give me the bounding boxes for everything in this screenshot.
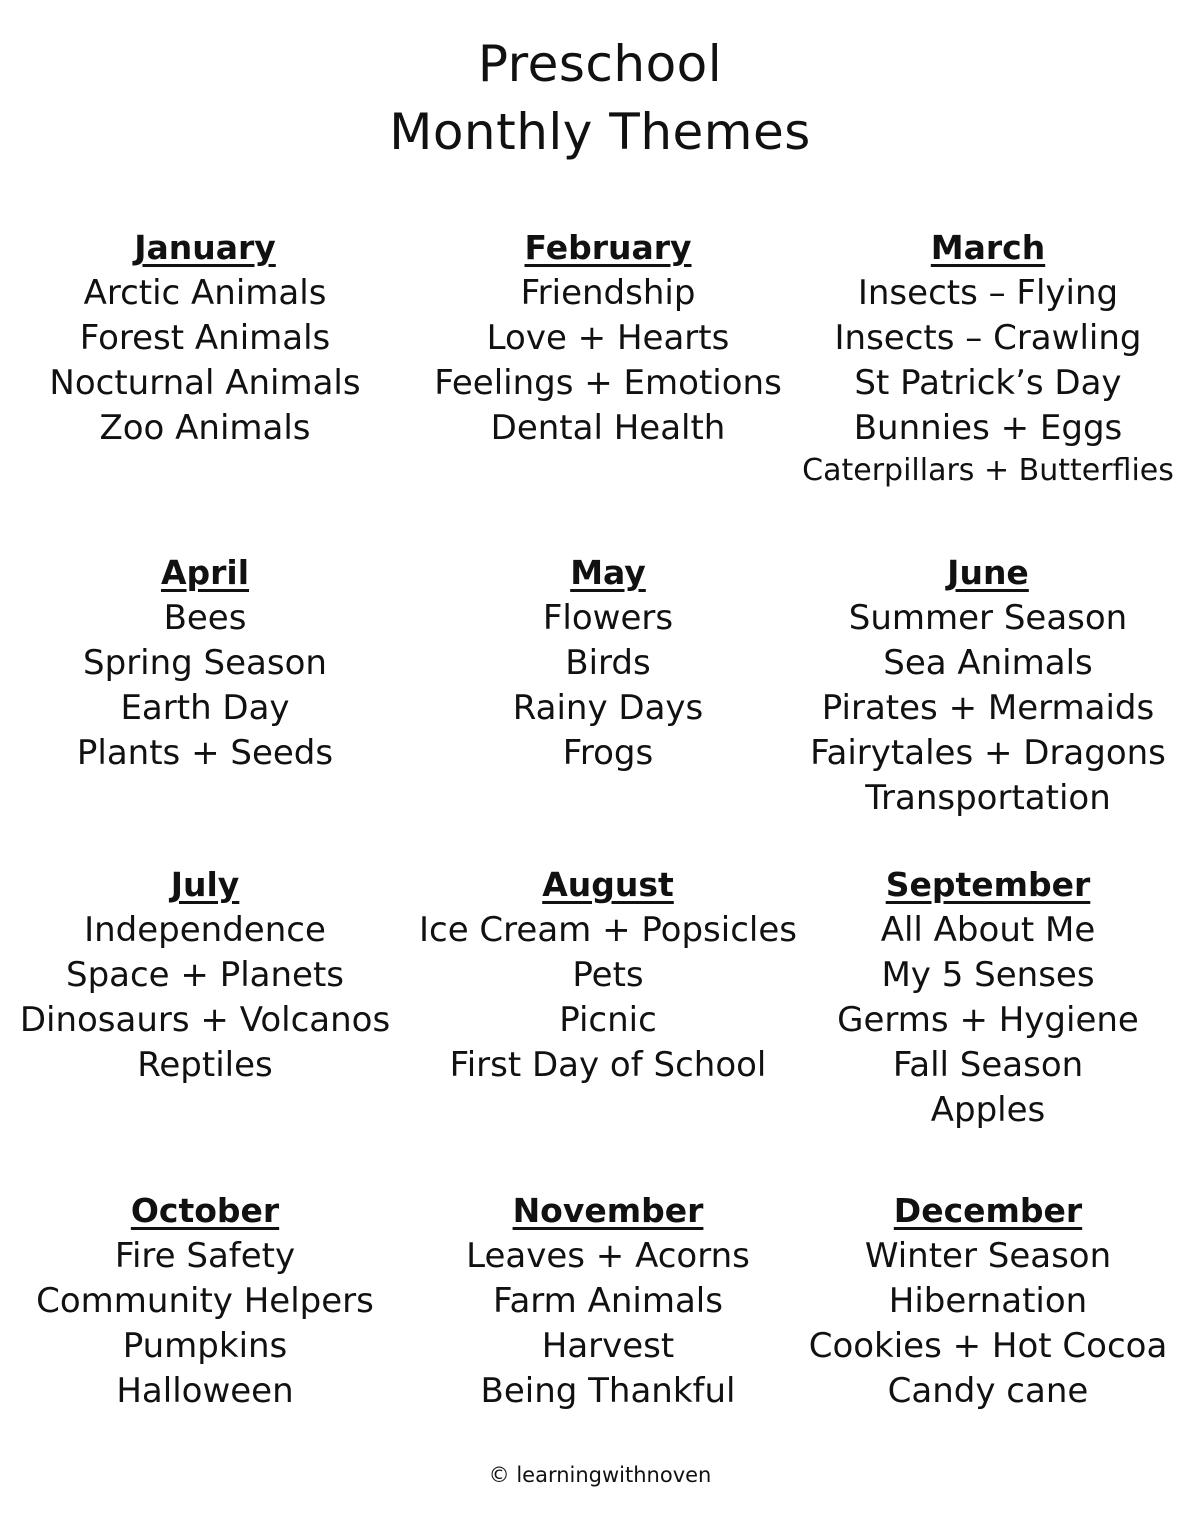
theme-item: Halloween	[116, 1371, 294, 1411]
theme-list	[10, 271, 400, 451]
page-title-line-1: Preschool	[477, 35, 723, 93]
month-block-july	[10, 863, 400, 1088]
month-heading: June	[947, 553, 1029, 592]
theme-item: Apples	[930, 1090, 1046, 1130]
theme-item: All About Me	[880, 910, 1096, 950]
theme-item: Picnic	[559, 1000, 657, 1040]
theme-item: Germs + Hygiene	[837, 1000, 1139, 1040]
theme-item: Farm Animals	[493, 1281, 723, 1321]
month-heading: July	[170, 865, 240, 904]
theme-item: Reptiles	[137, 1045, 273, 1085]
theme-list	[413, 908, 803, 1088]
month-heading: April	[160, 553, 250, 592]
month-heading: November	[512, 1191, 704, 1230]
theme-item: St Patrick’s Day	[854, 363, 1122, 403]
theme-item: Plants + Seeds	[76, 733, 334, 773]
month-block-september	[793, 863, 1183, 1133]
theme-list	[413, 271, 803, 451]
theme-item: Bees	[163, 598, 247, 638]
page-title	[0, 30, 1200, 166]
theme-list	[413, 1234, 803, 1414]
theme-list	[413, 596, 803, 776]
theme-item: Insects – Crawling	[834, 318, 1142, 358]
theme-item: Birds	[565, 643, 651, 683]
theme-item: Summer Season	[848, 598, 1128, 638]
theme-item: Fall Season	[892, 1045, 1084, 1085]
copyright-footer: © learningwithnoven	[488, 1463, 712, 1487]
month-block-november	[413, 1189, 803, 1414]
theme-item: Space + Planets	[65, 955, 344, 995]
theme-item: Community Helpers	[36, 1281, 374, 1321]
theme-list	[793, 1234, 1183, 1414]
theme-item: Insects – Flying	[857, 273, 1119, 313]
theme-item: Pets	[572, 955, 644, 995]
theme-item: Flowers	[542, 598, 674, 638]
theme-item: Cookies + Hot Cocoa	[808, 1326, 1168, 1366]
theme-list	[10, 596, 400, 776]
page-title-line-2: Monthly Themes	[389, 103, 811, 161]
month-heading: January	[134, 228, 276, 267]
month-block-august	[413, 863, 803, 1088]
month-heading: September	[885, 865, 1091, 904]
month-block-april	[10, 551, 400, 776]
theme-item: Harvest	[541, 1326, 675, 1366]
month-block-february	[413, 226, 803, 451]
theme-list	[10, 1234, 400, 1414]
theme-item: Fairytales + Dragons	[810, 733, 1166, 773]
month-block-may	[413, 551, 803, 776]
month-block-june	[793, 551, 1183, 821]
theme-item: Earth Day	[120, 688, 290, 728]
theme-item: Friendship	[520, 273, 696, 313]
theme-item: Hibernation	[888, 1281, 1088, 1321]
theme-item: Spring Season	[83, 643, 327, 683]
theme-item: Being Thankful	[480, 1371, 736, 1411]
theme-item: Rainy Days	[512, 688, 704, 728]
month-block-december	[793, 1189, 1183, 1414]
theme-item: Dinosaurs + Volcanos	[19, 1000, 391, 1040]
month-heading: May	[570, 553, 646, 592]
theme-item: Frogs	[562, 733, 654, 773]
month-heading: August	[542, 865, 674, 904]
theme-item: Winter Season	[864, 1236, 1112, 1276]
theme-item: Independence	[84, 910, 326, 950]
theme-list	[793, 596, 1183, 821]
theme-item: Leaves + Acorns	[466, 1236, 750, 1276]
theme-item: My 5 Senses	[881, 955, 1095, 995]
month-block-january	[10, 226, 400, 451]
theme-item: Caterpillars + Butterflies	[802, 453, 1174, 488]
theme-item: Feelings + Emotions	[434, 363, 782, 403]
theme-item: Bunnies + Eggs	[853, 408, 1123, 448]
theme-item: Transportation	[865, 778, 1111, 818]
month-block-march	[793, 226, 1183, 491]
theme-item: Sea Animals	[883, 643, 1093, 683]
theme-item: Forest Animals	[79, 318, 331, 358]
theme-list	[793, 271, 1183, 491]
month-heading: February	[524, 228, 692, 267]
theme-item: Pirates + Mermaids	[821, 688, 1155, 728]
month-heading: March	[930, 228, 1046, 267]
theme-item: Fire Safety	[114, 1236, 296, 1276]
theme-item: First Day of School	[449, 1045, 767, 1085]
theme-item: Zoo Animals	[99, 408, 311, 448]
month-heading: December	[893, 1191, 1083, 1230]
theme-item: Nocturnal Animals	[49, 363, 361, 403]
theme-list	[793, 908, 1183, 1133]
theme-item: Love + Hearts	[486, 318, 730, 358]
theme-item: Arctic Animals	[83, 273, 327, 313]
theme-item: Ice Cream + Popsicles	[418, 910, 797, 950]
month-heading: October	[130, 1191, 280, 1230]
theme-list	[10, 908, 400, 1088]
theme-item: Pumpkins	[122, 1326, 288, 1366]
theme-item: Candy cane	[887, 1371, 1089, 1411]
theme-item: Dental Health	[490, 408, 726, 448]
month-block-october	[10, 1189, 400, 1414]
